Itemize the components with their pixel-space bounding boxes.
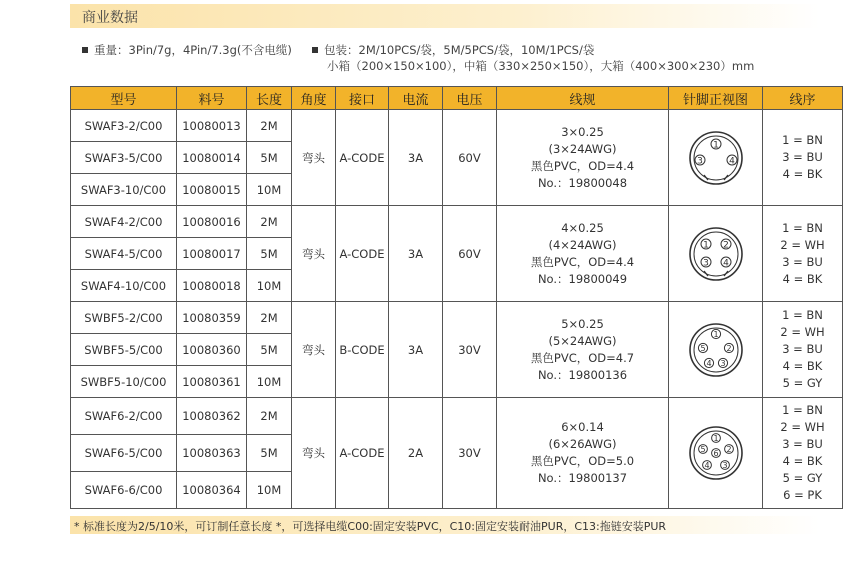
sequence-line: 1 = BN: [782, 133, 823, 147]
pin-number: 4: [728, 156, 735, 166]
length-cell: 2M: [247, 302, 292, 334]
wire-line: No.：19800048: [537, 175, 628, 190]
pin-number: 3: [721, 461, 728, 470]
wire-line: (4×24AWG): [548, 237, 617, 252]
pin-number: 4: [722, 258, 729, 268]
wire-line: (3×24AWG): [548, 141, 617, 156]
part-cell: 10080360: [177, 334, 247, 366]
connector-outline: [690, 228, 742, 280]
pin-3-diagram: [686, 128, 746, 188]
part-cell: 10080013: [177, 110, 247, 142]
sequence-line: 4 = BK: [782, 359, 823, 373]
pin-number: 3: [702, 258, 709, 268]
interface-cell: A-CODE: [336, 206, 389, 302]
wire-spec-cell: [497, 302, 669, 398]
part-cell: 10080015: [177, 174, 247, 206]
angle-cell: 弯头: [292, 110, 336, 206]
wire-line: 黑色PVC，OD=4.4: [530, 158, 635, 173]
header-angle: 角度: [292, 87, 336, 110]
pin-number: 1: [712, 434, 719, 443]
model-cell: SWAF6-2/C00: [71, 398, 177, 435]
model-cell: SWAF4-2/C00: [71, 206, 177, 238]
pin-number: 3: [696, 156, 703, 166]
pin-number: 1: [702, 240, 709, 250]
table-row: [71, 302, 843, 334]
model-cell: SWAF4-5/C00: [71, 238, 177, 270]
sequence-cell: [763, 398, 843, 509]
header-interface: 接口: [336, 87, 389, 110]
part-cell: 10080017: [177, 238, 247, 270]
model-cell: SWAF3-5/C00: [71, 142, 177, 174]
sequence-cell: [763, 302, 843, 398]
spec-table: [70, 86, 843, 509]
length-cell: 5M: [247, 435, 292, 472]
part-cell: 10080016: [177, 206, 247, 238]
header-length: 长度: [247, 87, 292, 110]
current-cell: 2A: [389, 398, 443, 509]
wire-line: 3×0.25: [561, 124, 604, 139]
voltage-cell: 30V: [443, 302, 497, 398]
pin-number: 5: [699, 445, 706, 454]
pin-6-diagram: [686, 423, 746, 483]
pin-view-cell: [669, 398, 763, 509]
length-cell: 10M: [247, 472, 292, 509]
wire-spec-cell: [497, 110, 669, 206]
angle-cell: 弯头: [292, 302, 336, 398]
sequence-line: 1 = BN: [782, 403, 823, 417]
voltage-cell: 60V: [443, 110, 497, 206]
current-cell: 3A: [389, 302, 443, 398]
wire-line: 5×0.25: [561, 316, 604, 331]
header-model: 型号: [71, 87, 177, 110]
header-wire: 线规: [497, 87, 669, 110]
length-cell: 2M: [247, 398, 292, 435]
model-cell: SWBF5-5/C00: [71, 334, 177, 366]
sequence-line: 2 = WH: [780, 420, 825, 434]
section-title: 商业数据: [82, 10, 138, 26]
bullet-icon: [312, 47, 318, 53]
footnote-bar: [70, 516, 820, 534]
header-voltage: 电压: [443, 87, 497, 110]
pin-number: 4: [703, 461, 710, 470]
sequence-line: 3 = BU: [782, 437, 823, 451]
voltage-cell: 60V: [443, 206, 497, 302]
header-current: 电流: [389, 87, 443, 110]
length-cell: 5M: [247, 142, 292, 174]
sequence-line: 5 = GY: [782, 376, 823, 390]
pin-number: 1: [712, 140, 719, 150]
length-cell: 10M: [247, 270, 292, 302]
wire-line: (5×24AWG): [548, 333, 617, 348]
package-info: [312, 42, 594, 58]
sequence-line: 2 = WH: [780, 325, 825, 339]
model-cell: SWAF6-5/C00: [71, 435, 177, 472]
pin-number: 1: [712, 329, 719, 339]
pin-number: 4: [705, 358, 712, 368]
wire-line: No.：19800137: [537, 471, 628, 485]
part-cell: 10080361: [177, 366, 247, 398]
model-cell: SWAF3-2/C00: [71, 110, 177, 142]
angle-cell: 弯头: [292, 398, 336, 509]
interface-cell: A-CODE: [336, 398, 389, 509]
pin-number: 5: [699, 343, 706, 353]
wire-line: (6×26AWG): [548, 437, 617, 451]
interface-cell: B-CODE: [336, 302, 389, 398]
length-cell: 2M: [247, 206, 292, 238]
wire-line: 黑色PVC，OD=4.4: [530, 254, 635, 269]
sequence-line: 4 = BK: [782, 454, 823, 468]
sequence-line: 3 = BU: [782, 150, 823, 164]
length-cell: 10M: [247, 366, 292, 398]
package-info-2: [327, 58, 754, 74]
wire-spec-cell: [497, 398, 669, 509]
pin-5-diagram: [686, 320, 746, 380]
model-cell: SWAF3-10/C00: [71, 174, 177, 206]
model-cell: SWAF4-10/C00: [71, 270, 177, 302]
length-cell: 5M: [247, 334, 292, 366]
interface-cell: A-CODE: [336, 110, 389, 206]
part-cell: 10080014: [177, 142, 247, 174]
pin-number: 6: [712, 449, 719, 458]
part-cell: 10080359: [177, 302, 247, 334]
wire-spec-cell: [497, 206, 669, 302]
header-pin-view: 针脚正视图: [669, 87, 763, 110]
pin-number: 2: [725, 343, 732, 353]
weight-text: 重量：3Pin/7g，4Pin/7.3g(不含电缆): [94, 43, 292, 57]
weight-info: [82, 42, 292, 58]
sequence-line: 1 = BN: [782, 308, 823, 322]
model-cell: SWAF6-6/C00: [71, 472, 177, 509]
wire-line: No.：19800049: [537, 271, 628, 286]
sequence-line: 1 = BN: [782, 220, 823, 235]
pin-view-cell: [669, 206, 763, 302]
part-cell: 10080364: [177, 472, 247, 509]
header-part: 料号: [177, 87, 247, 110]
wire-line: 黑色PVC，OD=5.0: [530, 454, 635, 468]
length-cell: 2M: [247, 110, 292, 142]
part-cell: 10080362: [177, 398, 247, 435]
model-cell: SWBF5-2/C00: [71, 302, 177, 334]
package-text-2: 小箱（200×150×100），中箱（330×250×150），大箱（400×300×230）mm: [327, 59, 755, 73]
bullet-icon: [82, 47, 88, 53]
model-cell: SWBF5-10/C00: [71, 366, 177, 398]
wire-line: 黑色PVC，OD=4.7: [530, 350, 635, 365]
sequence-line: 6 = PK: [783, 488, 822, 502]
table-header-row: [71, 87, 843, 110]
table-row: [71, 206, 843, 238]
wire-line: No.：19800136: [537, 367, 628, 382]
sequence-line: 4 = BK: [782, 271, 823, 286]
length-cell: 10M: [247, 174, 292, 206]
pin-view-cell: [669, 110, 763, 206]
angle-cell: 弯头: [292, 206, 336, 302]
sequence-line: 2 = WH: [780, 237, 825, 252]
sequence-cell: [763, 110, 843, 206]
package-text-1: 包装：2M/10PCS/袋，5M/5PCS/袋，10M/1PCS/袋: [324, 43, 595, 57]
sequence-line: 5 = GY: [782, 471, 823, 485]
part-cell: 10080018: [177, 270, 247, 302]
header-sequence: 线序: [763, 87, 843, 110]
pin-number: 2: [722, 240, 729, 250]
part-cell: 10080363: [177, 435, 247, 472]
sequence-line: 4 = BK: [782, 167, 823, 181]
current-cell: 3A: [389, 110, 443, 206]
pin-number: 3: [719, 358, 726, 368]
pin-4-diagram: [686, 224, 746, 284]
wire-line: 4×0.25: [561, 220, 604, 235]
footnote-text: * 标准长度为2/5/10米，可订制任意长度 *，可选择电缆C00:固定安装PVC，C10:固定安装耐油PUR，C13:拖链安装PUR: [74, 520, 667, 533]
sequence-cell: [763, 206, 843, 302]
section-header: [70, 4, 820, 28]
voltage-cell: 30V: [443, 398, 497, 509]
sequence-line: 3 = BU: [782, 342, 823, 356]
sequence-line: 3 = BU: [782, 254, 823, 269]
length-cell: 5M: [247, 238, 292, 270]
table-row: [71, 398, 843, 435]
table-row: [71, 110, 843, 142]
wire-line: 6×0.14: [561, 420, 604, 434]
pin-view-cell: [669, 302, 763, 398]
current-cell: 3A: [389, 206, 443, 302]
pin-number: 2: [725, 445, 732, 454]
